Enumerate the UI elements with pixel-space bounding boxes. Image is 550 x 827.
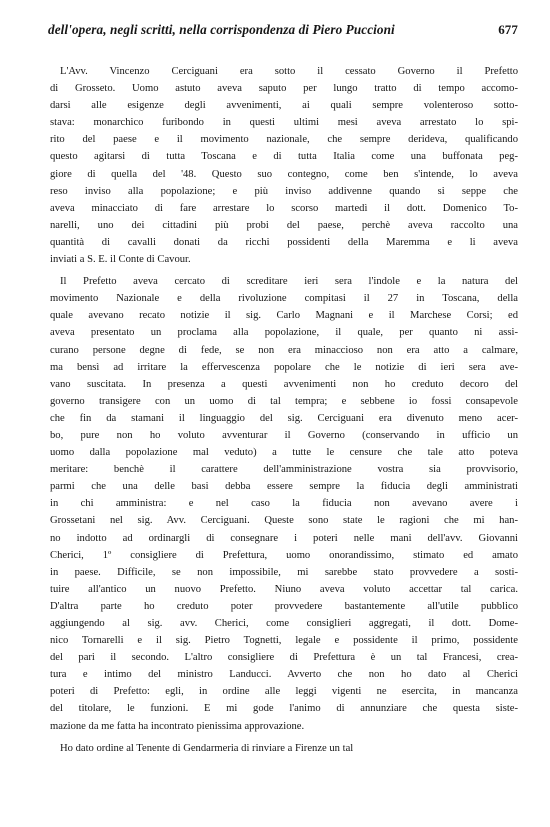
body-text <box>50 63 518 757</box>
text-line: che fin da stamani il linguaggio del sig. Cerciguani era divenuto meno acer- <box>50 412 518 424</box>
text-line: governo transigere con un uomo di tal tempra; e sebbene io fossi consapevole <box>50 395 518 407</box>
text-line: in chi amministra: e nel caso la fiducia non avevano avere i <box>50 498 518 510</box>
text-line: ma bensì ad irritare la effervescenza popolare che le notizie di ieri sera ave- <box>50 361 518 373</box>
text-line: del pari il secondo. L'altro consigliere di Prefettura è un tal Francesi, crea- <box>50 652 518 664</box>
text-line: L'Avv. Vincenzo Cerciguani era sotto il cessato Governo il Prefetto <box>60 66 518 77</box>
paragraph <box>50 63 518 268</box>
text-line: D'altra parte ho creduto poter provvedere bastantemente all'utile pubblico <box>50 600 518 612</box>
text-line: reso inviso alla popolazione; e più inviso addivenne quando si seppe che <box>50 185 518 197</box>
paragraph <box>50 273 518 735</box>
text-line: in paese. Difficile, se non impossibile, mi sarebbe stato provvedere a sosti- <box>50 566 518 578</box>
text-line: parmi che una delle basi debba essere sempre la fiducia degli amministrati <box>50 481 518 493</box>
text-line: aggiungendo al sig. avv. Cherici, come consiglieri aggregati, il dott. Dome- <box>50 618 518 629</box>
text-line: questo agitarsi di tutta Toscana e di tutta Italia come una buffonata peg- <box>50 151 518 163</box>
paragraph <box>50 740 518 757</box>
text-line: stava: monarchico furibondo in questi ultimi mesi aveva arrestato lo spi- <box>50 117 518 129</box>
text-line: quantità di cavalli donati da ricchi possidenti della Maremma e li aveva <box>50 236 518 248</box>
text-line: rito del paese e il movimento nazionale, che sempre derideva, qualificando <box>50 134 518 146</box>
running-header <box>48 22 518 44</box>
text-line: narelli, uno dei cittadini più probi del paese, perchè aveva raccolto una <box>50 219 518 231</box>
text-line: curano persone degne di fede, se non era minaccioso non era atto a calmare, <box>50 344 518 356</box>
text-line: del titolare, le funzioni. E mi gode l'animo di annunziare che questa siste- <box>50 703 518 715</box>
text-line: Cherici, 1º consigliere di Prefettura, uomo onorandissimo, stimato ed amato <box>50 549 518 561</box>
text-line: uomo dalla popolazione mal veduto) a tutte le censure che tale atto poteva <box>50 447 518 459</box>
text-line: aveva minacciato di fare arrestare lo scorso martedì il dott. Domenico To- <box>50 202 518 214</box>
text-line: Il Prefetto aveva cercato di screditare ieri sera l'indole e la natura del <box>60 276 518 288</box>
text-line: darsi alle esigenze degli avvenimenti, ai quali sempre volenteroso sotto- <box>50 100 518 112</box>
text-line: no indotto ad ordinargli di consegnare i poteri nelle mani dell'avv. Giovanni <box>50 532 518 544</box>
text-line: bo, pure non ho voluto avventurar il Governo (conservando in ufficio un <box>50 429 518 441</box>
text-line: poteri di Prefetto: egli, in ordine alle leggi vigenti ne esercita, in mancanza <box>50 686 518 698</box>
text-line: Grossetani nel sig. Avv. Cerciguani. Queste sono state le ragioni che mi han- <box>50 515 518 527</box>
text-line: Ho dato ordine al Tenente di Gendarmeria di rinviare a Firenze un tal <box>60 742 354 754</box>
running-title: dell'opera, negli scritti, nella corrispondenza di Piero Puccioni <box>48 22 395 37</box>
text-line: tura e intimo del ministro Landucci. Avverto che non ho dato al Cherici <box>50 669 518 681</box>
text-line: vano suscitata. In presenza a questi avvenimenti non ho creduto decoro del <box>50 378 518 390</box>
text-line: inviati a S. E. il Conte di Cavour. <box>50 254 191 266</box>
text-line: nico Tornarelli e il sig. Pietro Tognetti, legale e possidente il primo, possidente <box>50 635 518 647</box>
text-line: movimento Nazionale e della rivoluzione compitasi il 27 in Toscana, della <box>50 293 518 305</box>
text-line: mazione da me fatta ha incontrato pienissima approvazione. <box>50 720 305 732</box>
text-line: aveva presentato un proclama alla popolazione, il quale, per quanto ni assi- <box>50 327 518 339</box>
page-number: 677 <box>498 22 518 37</box>
text-line: tuire all'antico un nuovo Prefetto. Niuno aveva voluto accettar tal carica. <box>50 583 518 595</box>
text-line: quale avevano recato notizie il sig. Carlo Magnani e il Marchese Corsi; ed <box>50 310 518 322</box>
text-line: di Grosseto. Uomo astuto aveva saputo per lungo tratto di tempo accomo- <box>50 83 518 95</box>
text-line: meritare: benchè il carattere dell'amministrazione vostra sia provvisorio, <box>50 464 518 476</box>
text-line: giore di quella del '48. Questo suo contegno, come ben s'intende, lo aveva <box>50 168 518 180</box>
